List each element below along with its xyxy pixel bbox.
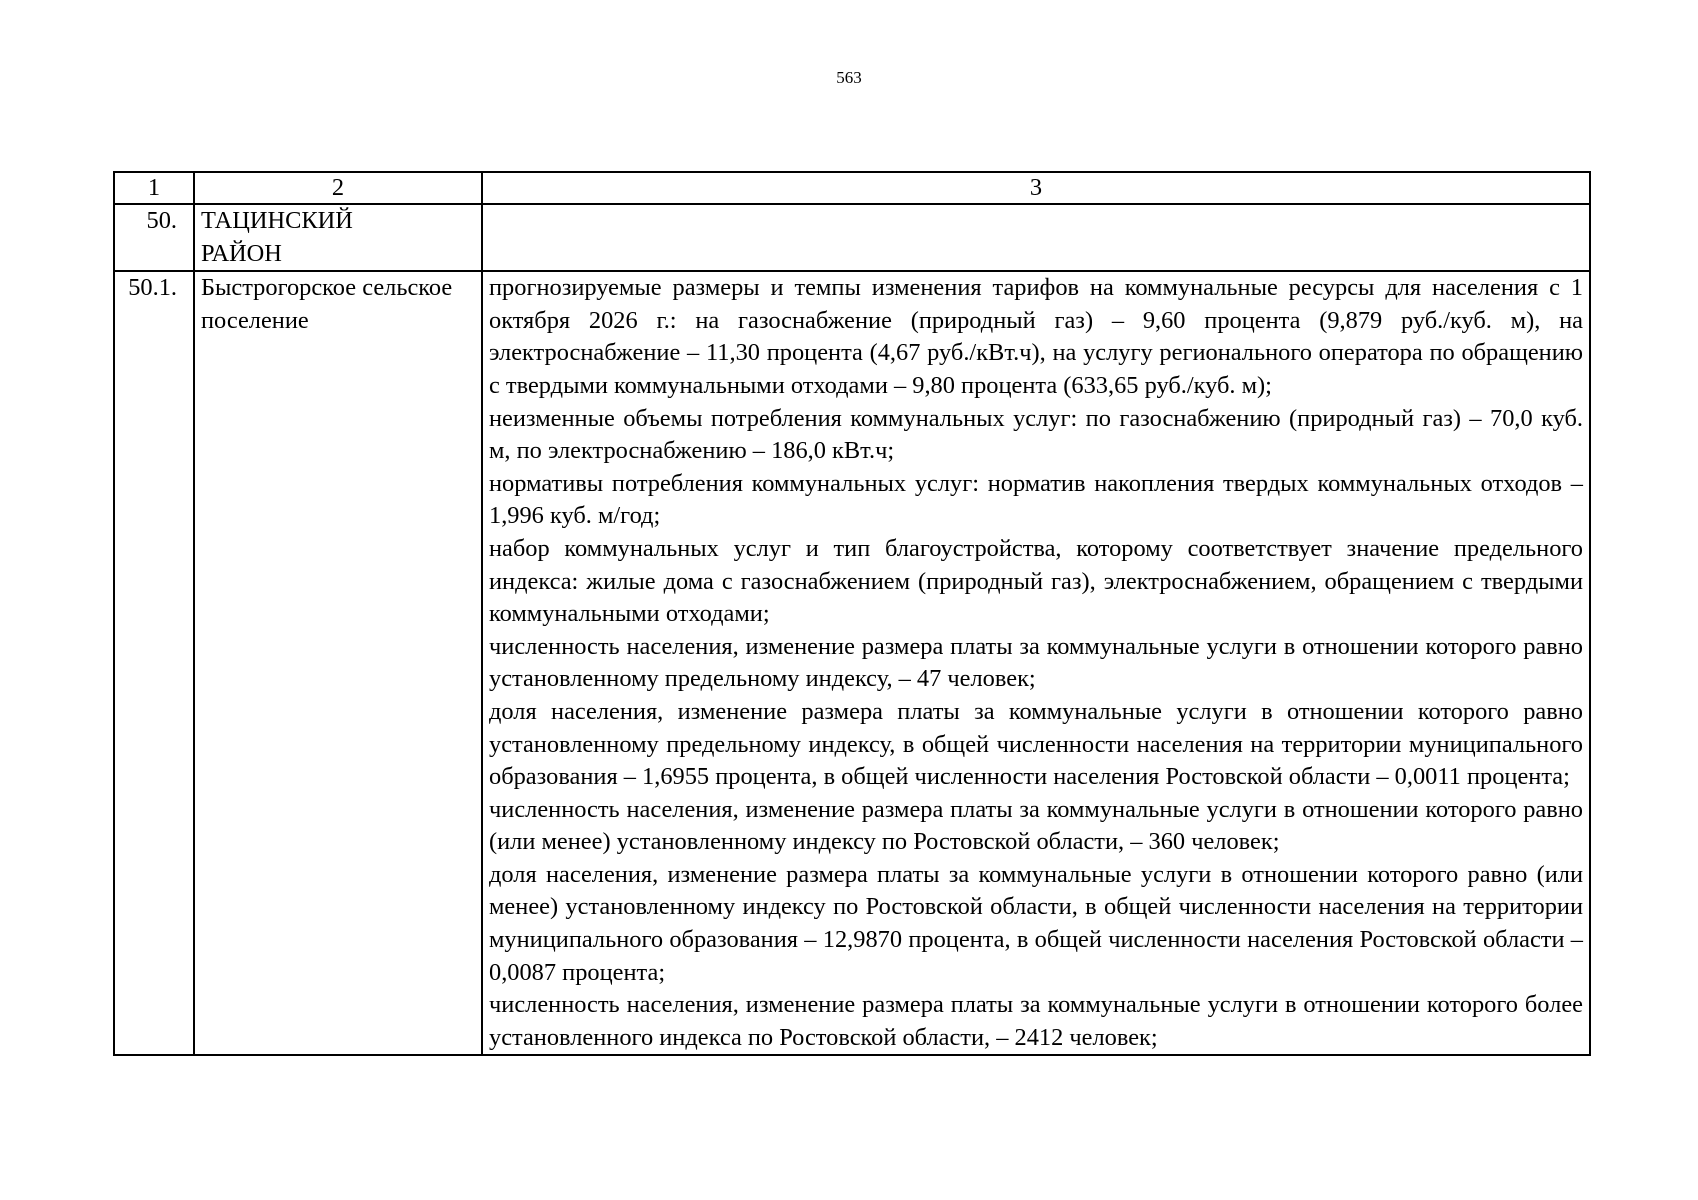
district-number: 50. [114, 204, 194, 271]
paragraph-population-regional-index: численность населения, изменение размера платы за коммунальные услуги в отношении которого равно (или менее) установленному индексу по Ростовской области, – 360 человек; [489, 795, 1583, 856]
district-row [114, 204, 1590, 271]
paragraph-share-regional-index: доля населения, изменение размера платы за коммунальные услуги в отношении которого равно (или менее) установленному индексу по Ростовской области, в общей численности населения на территории муниципального образования – 12,9870 процента, в общей численности населения Ростовской области – 0,0087 процента; [489, 860, 1583, 986]
paragraph-share-equal-index: доля населения, изменение размера платы за коммунальные услуги в отношении которого равно установленному предельному индексу, в общей численности населения на территории муниципального образования – 1,6955 процента, в общей численности населения Ростовской области – 0,0011 процента; [489, 697, 1583, 791]
district-name: ТАЦИНСКИЙ РАЙОН [201, 207, 353, 267]
page-number: 563 [836, 68, 862, 87]
table-header-row [114, 172, 1590, 204]
settlement-name: Быстрогорское сельское поселение [194, 271, 482, 1055]
paragraph-service-set: набор коммунальных услуг и тип благоустройства, которому соответствует значение предельного индекса: жилые дома с газоснабжением (природный газ), электроснабжением, обращением с твердыми коммунальными отходами; [489, 534, 1583, 628]
header-col-1: 1 [114, 172, 194, 204]
settlement-description [482, 271, 1590, 1055]
paragraph-tariff-rates: прогнозируемые размеры и темпы изменения тарифов на коммунальные ресурсы для населения с 1 октября 2026 г.: на газоснабжение (природный газ) – 9,60 процента (9,879 руб./куб. м), на электроснабжение – 11,30 процента (4,67 руб./кВт.ч), на услугу регионального оператора по обращению с твердыми коммунальными отходами – 9,80 процента (633,65 руб./куб. м); [489, 274, 1583, 399]
paragraph-population-above-index: численность населения, изменение размера платы за коммунальные услуги в отношении которого более установленного индекса по Ростовской области, – 2412 человек; [489, 991, 1583, 1051]
paragraph-population-equal-index: численность населения, изменение размера платы за коммунальные услуги в отношении которого равно установленному предельному индексу, – 47 человек; [489, 632, 1583, 693]
header-col-2: 2 [194, 172, 482, 204]
header-col-3: 3 [482, 172, 1590, 204]
settlement-row [114, 271, 1590, 1055]
settlement-number: 50.1. [114, 271, 194, 1055]
paragraph-consumption-norms: нормативы потребления коммунальных услуг: норматив накопления твердых коммунальных отходов – 1,996 куб. м/год; [489, 469, 1583, 530]
tariff-table [113, 171, 1591, 1056]
district-description [482, 204, 1590, 271]
paragraph-consumption-volumes: неизменные объемы потребления коммунальных услуг: по газоснабжению (природный газ) – 70,0 куб. м, по электроснабжению – 186,0 кВт.ч; [489, 404, 1583, 465]
